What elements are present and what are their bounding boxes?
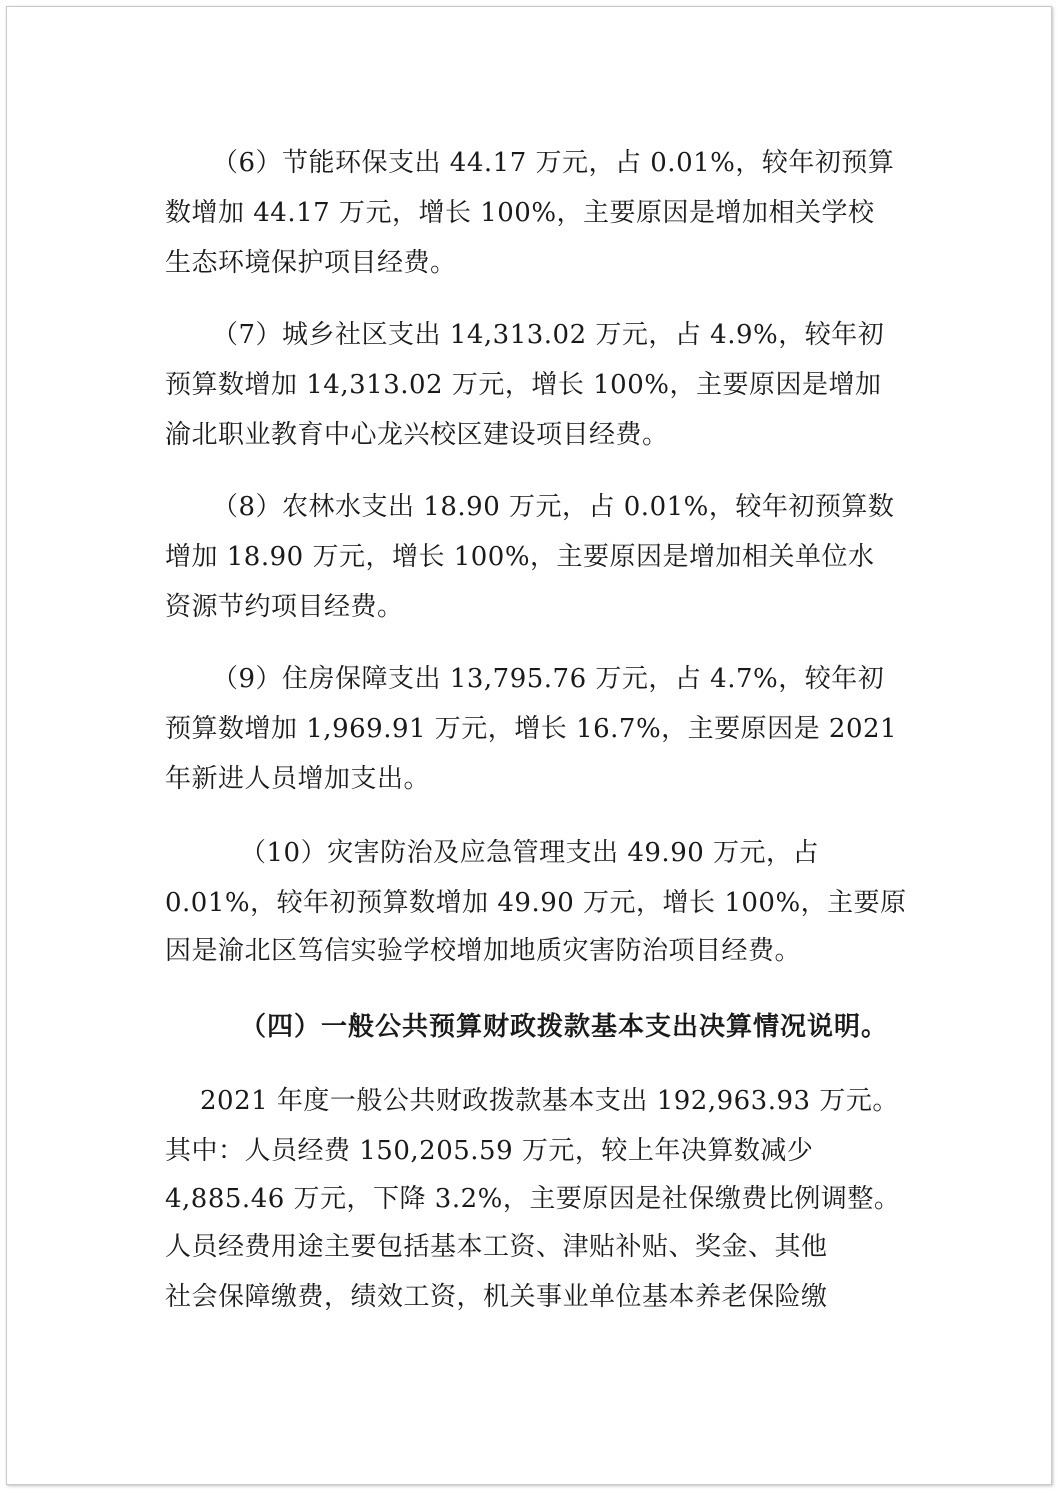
paragraph-9-line-2: 预算数增加 1,969.91 万元，增长 16.7%，主要原因是 2021 <box>165 714 898 744</box>
paragraph-8-line-2: 增加 18.90 万元，增长 100%，主要原因是增加相关单位水 <box>165 542 875 572</box>
final-paragraph-line-1: 2021 年度一般公共财政拨款基本支出 192,963.93 万元。 <box>200 1086 899 1116</box>
paragraph-9-line-3: 年新进人员增加支出。 <box>165 764 431 794</box>
paragraph-7-line-3: 渝北职业教育中心龙兴校区建设项目经费。 <box>165 420 669 450</box>
paragraph-8-line-3: 资源节约项目经费。 <box>165 592 404 622</box>
section-heading: （四）一般公共预算财政拨款基本支出决算情况说明。 <box>240 1012 889 1042</box>
paragraph-9-line-1: （9）住房保障支出 13,795.76 万元，占 4.7%，较年初 <box>212 664 885 694</box>
paragraph-10-line-1: （10）灾害防治及应急管理支出 49.90 万元，占 <box>240 838 820 868</box>
paragraph-7-line-2: 预算数增加 14,313.02 万元，增长 100%，主要原因是增加 <box>165 370 882 400</box>
paragraph-6-line-3: 生态环境保护项目经费。 <box>165 248 457 278</box>
paragraph-8-line-1: （8）农林水支出 18.90 万元，占 0.01%，较年初预算数 <box>212 492 895 522</box>
paragraph-10-line-2: 0.01%，较年初预算数增加 49.90 万元，增长 100%，主要原 <box>165 888 907 918</box>
paragraph-6-line-1: （6）节能环保支出 44.17 万元，占 0.01%，较年初预算 <box>212 148 895 178</box>
final-paragraph-line-3: 4,885.46 万元，下降 3.2%，主要原因是社保缴费比例调整。 <box>165 1184 901 1214</box>
paragraph-10-line-3: 因是渝北区笃信实验学校增加地质灾害防治项目经费。 <box>165 936 802 966</box>
final-paragraph-line-2: 其中：人员经费 150,205.59 万元，较上年决算数减少 <box>165 1136 814 1166</box>
paragraph-6-line-2: 数增加 44.17 万元，增长 100%，主要原因是增加相关学校 <box>165 198 875 228</box>
final-paragraph-line-4: 人员经费用途主要包括基本工资、津贴补贴、奖金、其他 <box>165 1232 828 1262</box>
final-paragraph-line-5: 社会保障缴费，绩效工资，机关事业单位基本养老保险缴 <box>165 1282 828 1312</box>
paragraph-7-line-1: （7）城乡社区支出 14,313.02 万元，占 4.9%，较年初 <box>212 320 885 350</box>
